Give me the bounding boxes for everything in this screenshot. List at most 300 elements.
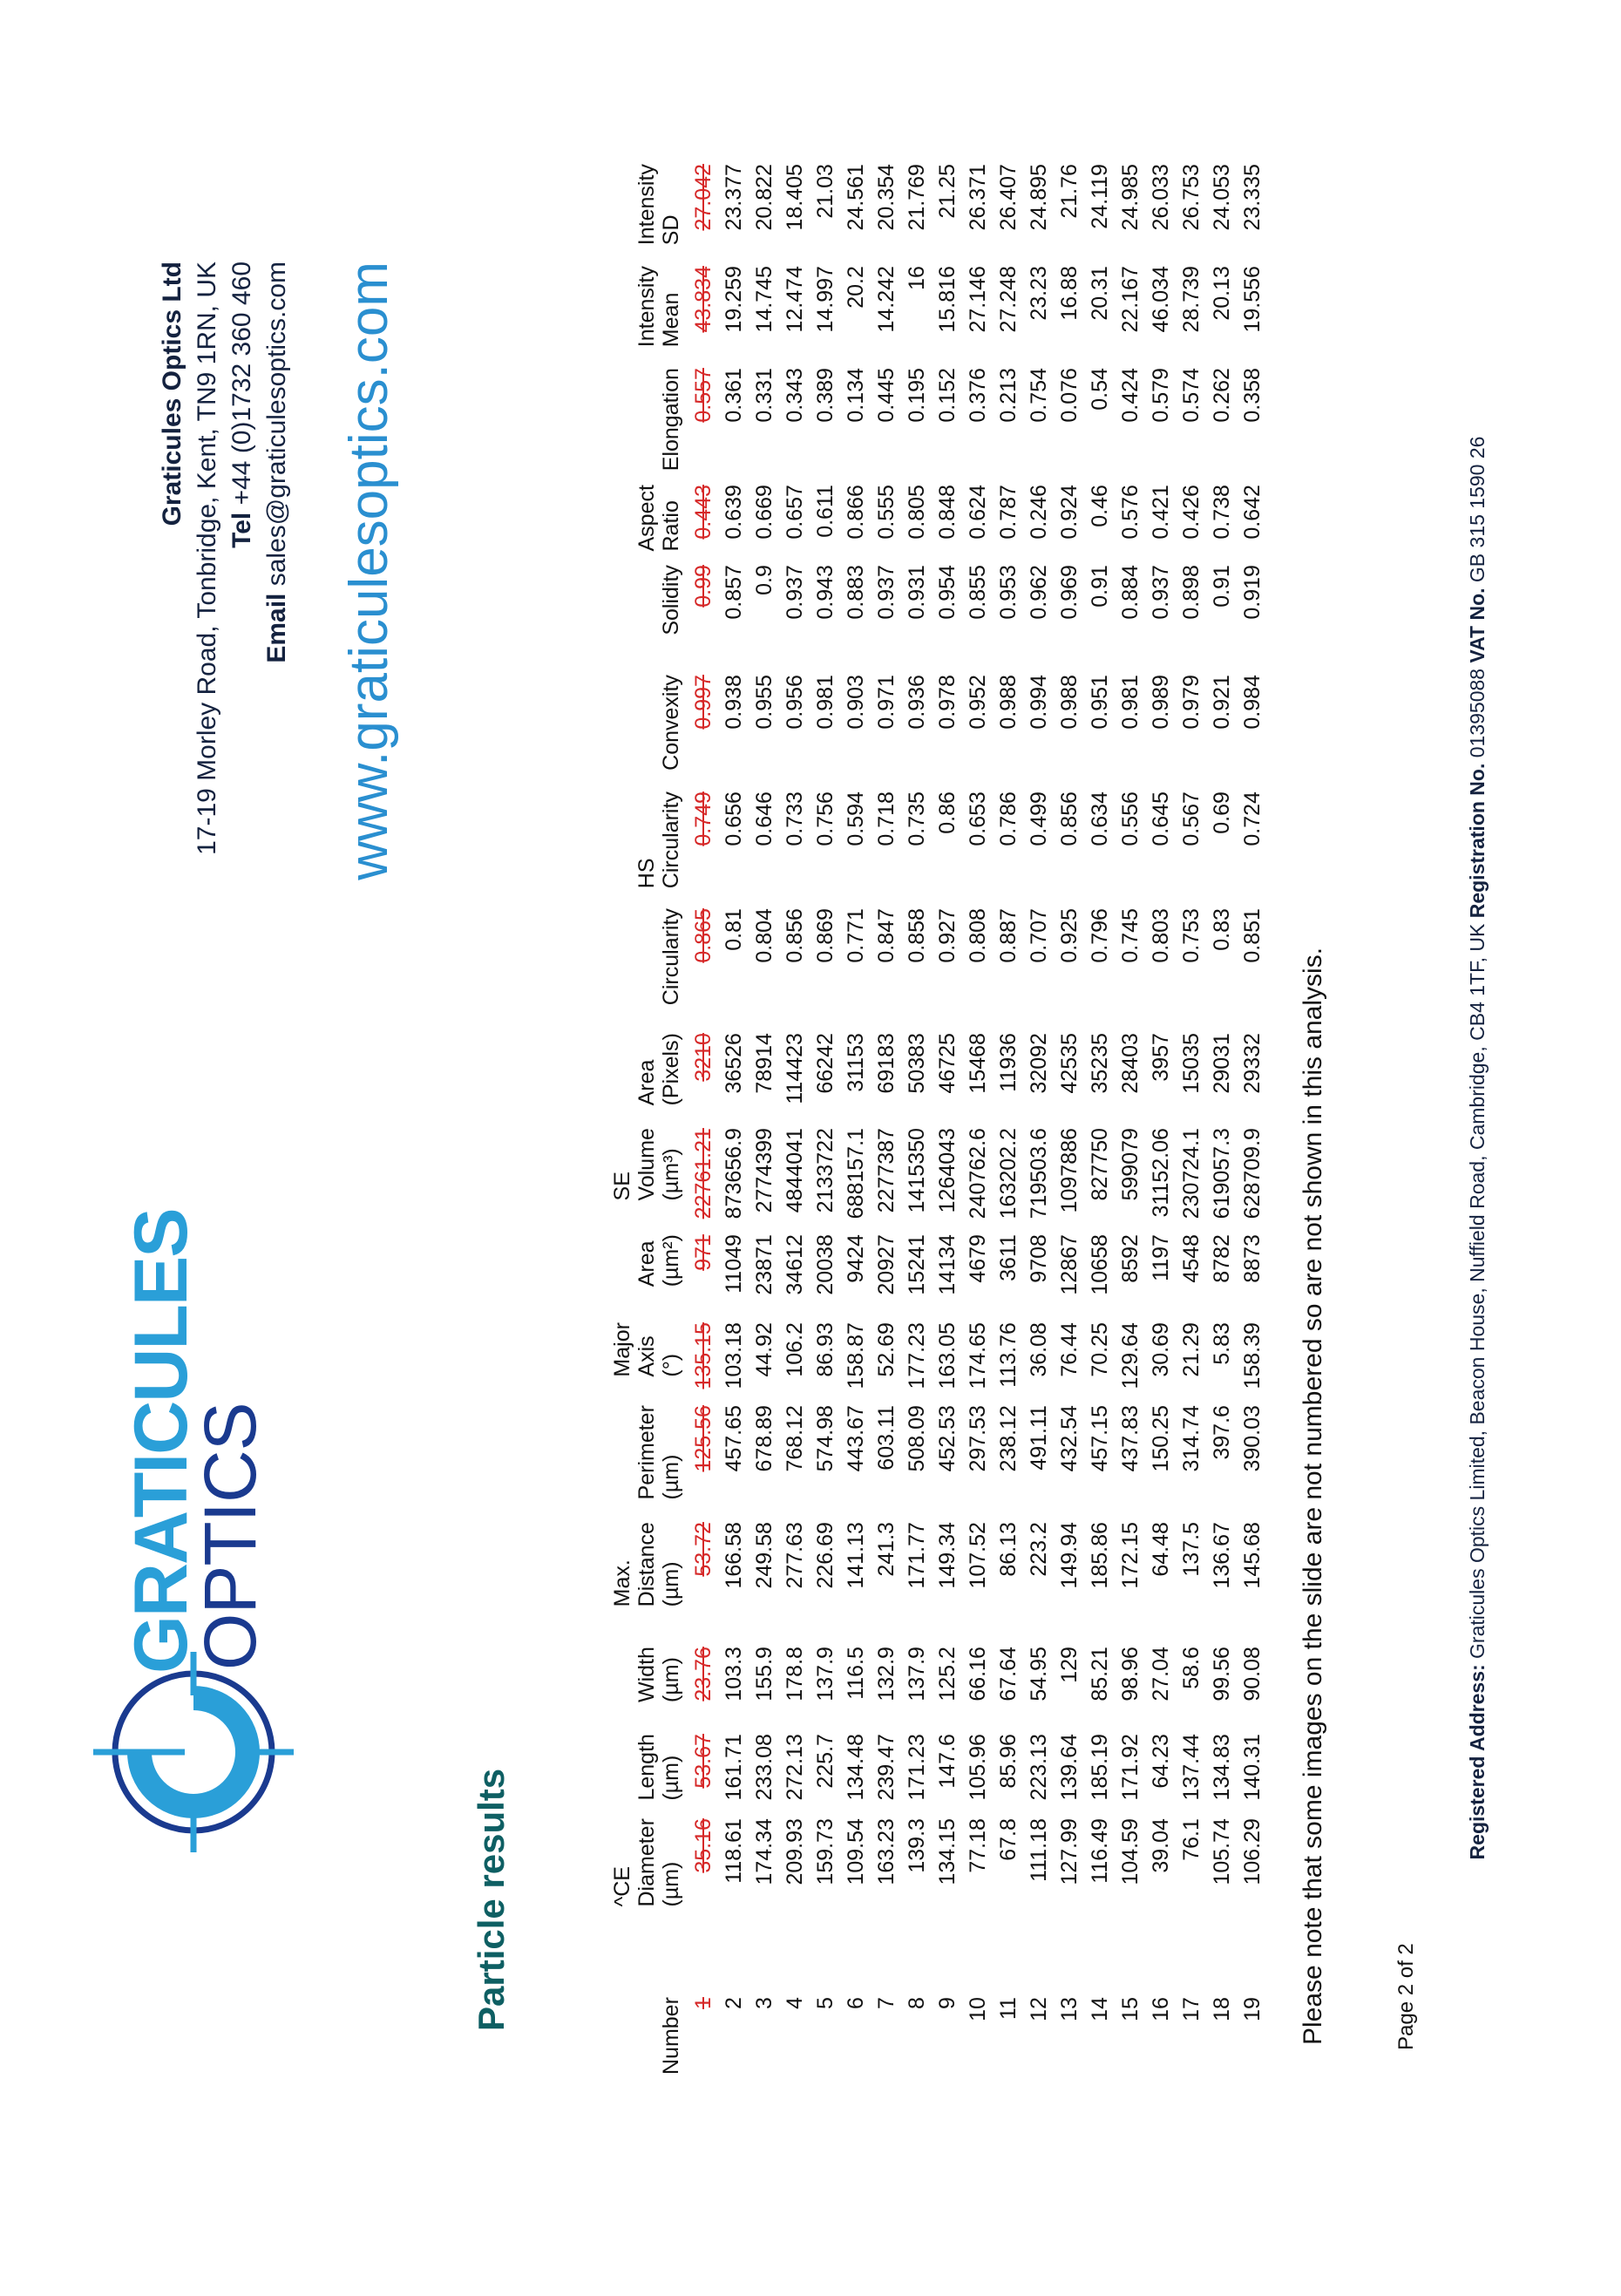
- column-header: [610, 1234, 688, 1322]
- table-cell: 5.83: [1210, 1322, 1234, 1365]
- table-cell: 2774399: [752, 1128, 777, 1213]
- table-cell: 0.499: [1027, 791, 1051, 846]
- table-cell: 0.808: [966, 908, 990, 963]
- table-cell: 78914: [752, 1033, 777, 1094]
- column-header-label: Intensity SD: [634, 164, 683, 246]
- table-cell: 185.86: [1088, 1522, 1112, 1589]
- table-cell: 158.87: [844, 1322, 868, 1389]
- table-cell: 233.08: [752, 1734, 777, 1801]
- table-cell: 46.034: [1149, 266, 1173, 333]
- table-cell: 36526: [722, 1033, 746, 1094]
- table-cell: 15241: [905, 1234, 929, 1295]
- table-cell: 0.81: [722, 908, 746, 951]
- table-cell: 0.756: [813, 791, 838, 846]
- table-cell: 31153: [844, 1033, 868, 1092]
- table-cell: 23871: [752, 1234, 777, 1295]
- column-header-label: Intensity Mean: [634, 266, 683, 348]
- table-cell: 574.98: [813, 1405, 838, 1472]
- table-cell: 768.12: [783, 1405, 807, 1472]
- table-cell: 106.2: [783, 1322, 807, 1377]
- table-cell: 85.96: [996, 1734, 1021, 1789]
- table-cell: 0.869: [813, 908, 838, 963]
- table-cell: 0.262: [1210, 368, 1234, 423]
- table-cell: 141.13: [844, 1522, 868, 1589]
- table-cell: 239.47: [874, 1734, 899, 1801]
- table-cell: 873656.9: [722, 1128, 746, 1219]
- table-cell: 178.8: [783, 1647, 807, 1702]
- table-cell: 0.856: [1057, 791, 1082, 846]
- table-cell: 0.979: [1179, 675, 1204, 730]
- table-cell: 9708: [1027, 1234, 1051, 1283]
- table-cell: 163.23: [874, 1818, 899, 1885]
- table-cell: 0.46: [1088, 485, 1112, 527]
- table-cell: 14.997: [813, 266, 838, 333]
- table-cell: 1097886: [1057, 1128, 1082, 1213]
- table-cell: 0.421: [1149, 485, 1173, 540]
- table-cell: 32092: [1027, 1033, 1051, 1094]
- table-cell: 99.56: [1210, 1647, 1234, 1702]
- table-cell: 8592: [1118, 1234, 1143, 1283]
- table-cell: 397.6: [1210, 1405, 1234, 1460]
- table-cell: 172.15: [1118, 1522, 1143, 1589]
- table-cell: 0.389: [813, 368, 838, 423]
- table-cell: 44.92: [752, 1322, 777, 1377]
- table-cell: 0.943: [813, 565, 838, 620]
- table-cell: 174.65: [966, 1322, 990, 1389]
- table-cell: 508.09: [905, 1405, 929, 1472]
- table-cell: 4679: [966, 1234, 990, 1283]
- table-cell: 0.927: [935, 908, 960, 963]
- table-cell: 0.445: [874, 368, 899, 423]
- table-cell: 21.29: [1179, 1322, 1204, 1377]
- table-cell: 1: [691, 1997, 716, 2009]
- table-cell: 0.952: [966, 675, 990, 730]
- table-cell: 0.642: [1240, 485, 1265, 540]
- registration-footer: [1466, 0, 1489, 2296]
- table-cell: 14: [1088, 1997, 1112, 2021]
- table-cell: 0.858: [905, 908, 929, 963]
- table-row: [719, 164, 749, 2075]
- reg-address-label: Registered Address:: [1466, 1664, 1489, 1860]
- table-cell: 437.83: [1118, 1405, 1143, 1472]
- table-cell: 54.95: [1027, 1647, 1051, 1702]
- table-row: [872, 164, 902, 2075]
- table-cell: 0.343: [783, 368, 807, 423]
- table-cell: 22761.21: [691, 1128, 716, 1219]
- table-cell: 0.361: [722, 368, 746, 423]
- table-cell: 6: [844, 1997, 868, 2009]
- table-cell: 9: [935, 1997, 960, 2009]
- page-number: Page 2 of 2: [1394, 1943, 1418, 2050]
- table-cell: 155.9: [752, 1647, 777, 1702]
- table-cell: 23.76: [691, 1647, 716, 1702]
- table-cell: 0.962: [1027, 565, 1051, 620]
- table-cell: 0.981: [1118, 675, 1143, 730]
- table-cell: 272.13: [783, 1734, 807, 1801]
- table-cell: 1197: [1149, 1234, 1173, 1281]
- table-cell: 77.18: [966, 1818, 990, 1873]
- table-cell: 0.953: [996, 565, 1021, 620]
- table-cell: 0.978: [935, 675, 960, 730]
- table-cell: 0.804: [752, 908, 777, 963]
- table-cell: 0.83: [1210, 908, 1234, 951]
- table-cell: 19.259: [722, 266, 746, 333]
- column-header: [610, 1033, 688, 1128]
- table-cell: 46725: [935, 1033, 960, 1094]
- table-cell: 5: [813, 1997, 838, 2009]
- table-cell: 21.03: [813, 164, 838, 219]
- column-header: [610, 1647, 688, 1734]
- table-cell: 603.11: [874, 1405, 899, 1471]
- table-cell: 1415350: [905, 1128, 929, 1213]
- table-cell: 0.954: [935, 565, 960, 620]
- column-header-label: Width (µm): [634, 1647, 683, 1702]
- table-cell: 209.93: [783, 1818, 807, 1885]
- table-cell: 238.12: [996, 1405, 1021, 1472]
- table-cell: 129.64: [1118, 1322, 1143, 1389]
- column-header: [610, 675, 688, 791]
- table-cell: 0.91: [1210, 565, 1234, 608]
- table-cell: 2: [722, 1997, 746, 2009]
- table-cell: 21.25: [935, 164, 960, 219]
- table-row: [963, 164, 994, 2075]
- table-cell: 719503.6: [1027, 1128, 1051, 1219]
- table-cell: 18: [1210, 1997, 1234, 2021]
- table-cell: 20927: [874, 1234, 899, 1295]
- table-cell: 114423: [783, 1033, 807, 1104]
- table-cell: 24.053: [1210, 164, 1234, 231]
- table-cell: 26.753: [1179, 164, 1204, 231]
- table-cell: 0.787: [996, 485, 1021, 540]
- table-cell: 104.59: [1118, 1818, 1143, 1885]
- table-cell: 21.76: [1057, 164, 1082, 219]
- table-cell: 0.955: [752, 675, 777, 730]
- table-cell: 0.9: [752, 565, 777, 595]
- column-header: [610, 791, 688, 908]
- table-row: [1238, 164, 1268, 2075]
- table-row: [1055, 164, 1085, 2075]
- table-cell: 0.936: [905, 675, 929, 730]
- table-cell: 0.919: [1240, 565, 1265, 620]
- table-cell: 149.34: [935, 1522, 960, 1589]
- table-cell: 137.44: [1179, 1734, 1204, 1801]
- table-cell: 35.16: [691, 1818, 716, 1873]
- table-cell: 0.749: [691, 791, 716, 846]
- table-cell: 230724.1: [1179, 1128, 1204, 1219]
- table-cell: 16: [1149, 1997, 1173, 2021]
- table-row: [749, 164, 780, 2075]
- table-cell: 0.426: [1179, 485, 1204, 540]
- table-row: [1207, 164, 1238, 2075]
- reg-address: Graticules Optics Limited, Beacon House, Nuffield Road, Cambridge, CB4 1TF, UK: [1466, 923, 1489, 1659]
- table-cell: 0.555: [874, 485, 899, 540]
- column-header: [610, 1818, 688, 1997]
- table-cell: 0.937: [1149, 565, 1173, 620]
- table-cell: 240762.6: [966, 1128, 990, 1219]
- tel-label: Tel: [227, 512, 256, 548]
- table-cell: 24.119: [1088, 164, 1112, 229]
- table-cell: 125.56: [691, 1405, 716, 1472]
- table-cell: 90.08: [1240, 1647, 1265, 1702]
- page-title: Particle results: [471, 1768, 512, 2031]
- table-cell: 0.994: [1027, 675, 1051, 730]
- table-cell: 42535: [1057, 1033, 1082, 1094]
- table-cell: 3957: [1149, 1033, 1173, 1082]
- table-cell: 0.724: [1240, 791, 1265, 846]
- table-cell: 390.03: [1240, 1405, 1265, 1472]
- table-cell: 0.134: [844, 368, 868, 423]
- column-header-label: Length (µm): [634, 1734, 683, 1801]
- table-cell: 158.39: [1240, 1322, 1265, 1389]
- table-cell: 678.89: [752, 1405, 777, 1472]
- table-cell: 53.72: [691, 1522, 716, 1577]
- table-cell: 13: [1057, 1997, 1082, 2021]
- column-header: [610, 1322, 688, 1405]
- table-cell: 0.213: [996, 368, 1021, 423]
- table-cell: 137.5: [1179, 1522, 1204, 1577]
- table-cell: 443.67: [844, 1405, 868, 1472]
- table-cell: 23.23: [1027, 266, 1051, 321]
- table-cell: 619057.3: [1210, 1128, 1234, 1219]
- table-cell: 27.146: [966, 266, 990, 333]
- table-cell: 0.611: [813, 485, 838, 538]
- table-cell: 16.88: [1057, 266, 1082, 321]
- table-cell: 111.18: [1027, 1818, 1051, 1882]
- column-header: [610, 1997, 688, 2075]
- table-cell: 70.25: [1088, 1322, 1112, 1377]
- table-row-excluded: [688, 164, 719, 2075]
- table-header-row: [610, 164, 688, 2075]
- table-cell: 16: [905, 266, 929, 290]
- column-header-label: Area (µm²): [634, 1234, 683, 1287]
- table-cell: 7: [874, 1997, 899, 2009]
- table-cell: 0.579: [1149, 368, 1173, 423]
- analysis-note: Please note that some images on the slide are not numbered so are not shown in this analysis.: [1299, 947, 1327, 2045]
- table-cell: 0.803: [1149, 908, 1173, 963]
- table-cell: 0.883: [844, 565, 868, 620]
- table-cell: 150.25: [1149, 1405, 1173, 1472]
- table-cell: 125.2: [935, 1647, 960, 1702]
- table-cell: 137.9: [905, 1647, 929, 1702]
- table-cell: 0.54: [1088, 368, 1112, 411]
- table-cell: 11: [996, 1997, 1021, 2021]
- table-cell: 127.99: [1057, 1818, 1082, 1885]
- table-cell: 0.786: [996, 791, 1021, 846]
- table-cell: 76.1: [1179, 1818, 1204, 1861]
- table-cell: 139.3: [905, 1818, 929, 1873]
- table-cell: 491.11: [1027, 1405, 1051, 1471]
- table-cell: 0.574: [1179, 368, 1204, 423]
- table-cell: 67.64: [996, 1647, 1021, 1702]
- company-name: Graticules Optics Ltd: [158, 262, 187, 526]
- table-cell: 0.376: [966, 368, 990, 423]
- table-cell: 177.23: [905, 1322, 929, 1389]
- table-cell: 166.58: [722, 1522, 746, 1589]
- table-cell: 0.91: [1088, 565, 1112, 608]
- table-cell: 28.739: [1179, 266, 1204, 333]
- table-cell: 26.407: [996, 164, 1021, 231]
- table-cell: 29332: [1240, 1033, 1265, 1094]
- table-row: [1024, 164, 1055, 2075]
- table-cell: 0.857: [722, 565, 746, 620]
- column-header: [610, 164, 688, 266]
- table-cell: 105.96: [966, 1734, 990, 1801]
- table-cell: 3210: [691, 1033, 716, 1082]
- table-cell: 0.937: [783, 565, 807, 620]
- table-cell: 174.34: [752, 1818, 777, 1885]
- table-cell: 30.69: [1149, 1322, 1173, 1377]
- logo-wordmark-optics: OPTICS: [189, 1403, 271, 1670]
- table-cell: 171.92: [1118, 1734, 1143, 1801]
- table-cell: 28403: [1118, 1033, 1143, 1094]
- table-cell: 23.377: [722, 164, 746, 231]
- column-header: [610, 1405, 688, 1522]
- table-cell: 135.15: [691, 1322, 716, 1389]
- table-cell: 0.951: [1088, 675, 1112, 730]
- table-cell: 64.23: [1149, 1734, 1173, 1789]
- table-cell: 0.195: [905, 368, 929, 423]
- table-cell: 0.851: [1240, 908, 1265, 963]
- table-cell: 223.13: [1027, 1734, 1051, 1801]
- table-cell: 0.594: [844, 791, 868, 846]
- table-cell: 314.74: [1179, 1405, 1204, 1472]
- table-cell: 134.15: [935, 1818, 960, 1885]
- table-row: [810, 164, 841, 2075]
- table-cell: 0.956: [783, 675, 807, 730]
- table-cell: 0.646: [752, 791, 777, 846]
- company-phone: [225, 262, 260, 855]
- reg-no-label: Registration No.: [1466, 763, 1489, 919]
- table-cell: 161.71: [722, 1734, 746, 1801]
- table-cell: 163.05: [935, 1322, 960, 1389]
- table-cell: 3: [752, 1997, 777, 2009]
- table-cell: 24.895: [1027, 164, 1051, 231]
- table-cell: 34612: [783, 1234, 807, 1295]
- reg-no: 01395088: [1466, 668, 1489, 758]
- table-cell: 0.971: [874, 675, 899, 730]
- table-cell: 0.86: [935, 791, 960, 834]
- table-cell: 0.733: [783, 791, 807, 846]
- table-cell: 21.769: [905, 164, 929, 231]
- table-cell: 0.903: [844, 675, 868, 730]
- table-cell: 11049: [722, 1234, 746, 1294]
- column-header-label: Number: [659, 1997, 683, 2075]
- table-cell: 109.54: [844, 1818, 868, 1885]
- table-cell: 0.937: [874, 565, 899, 620]
- table-cell: 36.08: [1027, 1322, 1051, 1377]
- table-cell: 76.44: [1057, 1322, 1082, 1377]
- table-row: [994, 164, 1024, 2075]
- column-header-label: Circularity: [659, 908, 683, 1006]
- table-cell: 0.745: [1118, 908, 1143, 963]
- table-cell: 113.76: [996, 1322, 1021, 1388]
- table-cell: 0.576: [1118, 485, 1143, 540]
- table-cell: 0.938: [722, 675, 746, 730]
- table-cell: 58.6: [1179, 1647, 1204, 1689]
- table-cell: 0.076: [1057, 368, 1082, 423]
- vat-no: GB 315 1590 26: [1466, 436, 1489, 583]
- table-row: [933, 164, 963, 2075]
- table-cell: 31152.06: [1149, 1128, 1173, 1218]
- table-cell: 0.358: [1240, 368, 1265, 423]
- table-cell: 241.3: [874, 1522, 899, 1577]
- column-header: [610, 368, 688, 485]
- table-cell: 0.984: [1240, 675, 1265, 730]
- table-cell: 20.13: [1210, 266, 1234, 321]
- table-cell: 223.2: [1027, 1522, 1051, 1577]
- table-cell: 0.653: [966, 791, 990, 846]
- table-cell: 297.53: [966, 1405, 990, 1472]
- table-cell: 0.753: [1179, 908, 1204, 963]
- table-cell: 277.63: [783, 1522, 807, 1589]
- table-cell: 971: [691, 1234, 716, 1271]
- table-cell: 457.65: [722, 1405, 746, 1472]
- table-cell: 17: [1179, 1997, 1204, 2021]
- table-cell: 116.49: [1088, 1818, 1112, 1884]
- table-cell: 0.443: [691, 485, 716, 540]
- table-row: [780, 164, 810, 2075]
- column-header: [610, 485, 688, 565]
- table-cell: 0.866: [844, 485, 868, 540]
- table-cell: 0.855: [966, 565, 990, 620]
- company-address: 17-19 Morley Road, Tonbridge, Kent, TN9 1RN, UK: [193, 262, 221, 855]
- table-cell: 1264043: [935, 1128, 960, 1213]
- table-cell: 2277387: [874, 1128, 899, 1213]
- table-cell: 0.989: [1149, 675, 1173, 730]
- table-cell: 4548: [1179, 1234, 1204, 1283]
- table-cell: 171.23: [905, 1734, 929, 1801]
- email-value[interactable]: sales@graticulesoptics.com: [262, 262, 291, 587]
- table-cell: 18.405: [783, 164, 807, 231]
- column-header-label: Area (Pixels): [634, 1033, 683, 1106]
- table-cell: 11936: [996, 1033, 1021, 1092]
- table-cell: 0.924: [1057, 485, 1082, 540]
- vat-label: VAT No.: [1466, 588, 1489, 663]
- table-cell: 8: [905, 1997, 929, 2009]
- table-cell: 136.67: [1210, 1522, 1234, 1589]
- table-cell: 66.16: [966, 1647, 990, 1702]
- table-cell: 163202.2: [996, 1128, 1021, 1219]
- table-cell: 52.69: [874, 1322, 899, 1377]
- table-cell: 26.033: [1149, 164, 1173, 231]
- table-cell: 8782: [1210, 1234, 1234, 1283]
- table-cell: 0.887: [996, 908, 1021, 963]
- table-cell: 0.624: [966, 485, 990, 540]
- table-cell: 106.29: [1240, 1818, 1265, 1885]
- table-cell: 132.9: [874, 1647, 899, 1702]
- table-cell: 134.48: [844, 1734, 868, 1801]
- email-label: Email: [262, 593, 291, 663]
- column-header: [610, 266, 688, 368]
- table-cell: 0.884: [1118, 565, 1143, 620]
- table-cell: 0.657: [783, 485, 807, 540]
- table-cell: 29031: [1210, 1033, 1234, 1094]
- table-cell: 14.745: [752, 266, 777, 333]
- website-link[interactable]: www.graticulesoptics.com: [339, 262, 399, 880]
- column-header: [610, 1128, 688, 1234]
- column-header-label: Elongation: [659, 368, 683, 472]
- table-cell: 0.997: [691, 675, 716, 730]
- table-cell: 53.67: [691, 1734, 716, 1789]
- graticules-logo-icon: [89, 1647, 298, 1857]
- table-cell: 0.246: [1027, 485, 1051, 540]
- column-header-label: Perimeter (µm): [634, 1405, 683, 1500]
- table-cell: 22.167: [1118, 266, 1143, 333]
- table-cell: 26.371: [966, 164, 990, 231]
- table-cell: 86.93: [813, 1322, 838, 1377]
- table-cell: 0.771: [844, 908, 868, 963]
- table-cell: 15.816: [935, 266, 960, 333]
